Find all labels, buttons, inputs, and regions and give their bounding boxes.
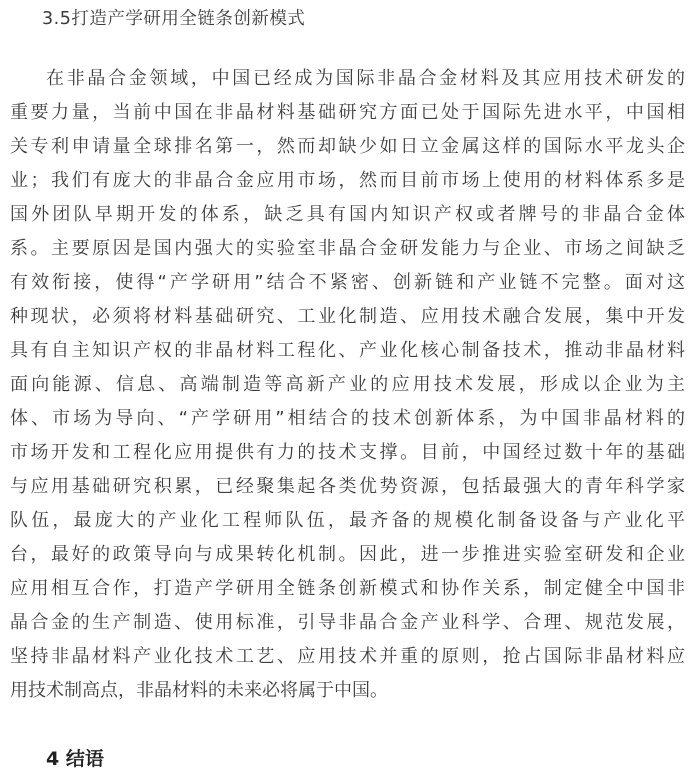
paragraph-line: 重要力量，当前中国在非晶材料基础研究方面已处于国际先进水平，中国相	[10, 102, 685, 123]
paragraph-line: 国外团队早期开发的体系，缺乏具有国内知识产权或者牌号的非晶合金体	[10, 204, 685, 225]
paragraph-line: 晶合金的生产制造、使用标准，引导非晶合金产业科学、合理、规范发展，	[10, 612, 685, 633]
paragraph-line: 队伍，最庞大的产业化工程师队伍，最齐备的规模化制备设备与产业化平	[10, 510, 685, 531]
paragraph-line: 有效衔接，使得“产学研用”结合不紧密、创新链和产业链不完整。面对这	[10, 272, 685, 293]
body-paragraph	[0, 62, 692, 708]
paragraph-line: 具有自主知识产权的非晶材料工程化、产业化核心制备技术，推动非晶材料	[10, 340, 685, 361]
paragraph-line: 坚持非晶材料产业化技术工艺、应用技术并重的原则，抢占国际非晶材料应	[10, 646, 685, 667]
paragraph-line: 与应用基础研究积累，已经聚集起各类优势资源，包括最强大的青年科学家	[10, 476, 685, 497]
paragraph-line: 面向能源、信息、高端制造等高新产业的应用技术发展，形成以企业为主	[10, 374, 685, 395]
paragraph-line: 关专利申请量全球排名第一，然而却缺少如日立金属这样的国际水平龙头企	[10, 136, 685, 157]
paragraph-line: 种现状，必须将材料基础研究、工业化制造、应用技术融合发展，集中开发	[10, 306, 685, 327]
section-heading: 4 结语	[46, 748, 104, 770]
paragraph-line: 用技术制高点，非晶材料的未来必将属于中国。	[10, 680, 388, 701]
paragraph-line: 在非晶合金领域，中国已经成为国际非晶合金材料及其应用技术研发的	[46, 68, 685, 89]
paragraph-line: 业；我们有庞大的非晶合金应用市场，然而目前市场上使用的材料体系多是	[10, 170, 685, 191]
paragraph-line: 台，最好的政策导向与成果转化机制。因此，进一步推进实验室研发和企业	[10, 544, 685, 565]
section-subheading: 3.5打造产学研用全链条创新模式	[42, 9, 306, 29]
paragraph-line: 体、市场为导向、“产学研用”相结合的技术创新体系，为中国非晶材料的	[10, 408, 685, 429]
paragraph-line: 市场开发和工程化应用提供有力的技术支撑。目前，中国经过数十年的基础	[10, 442, 685, 463]
paragraph-line: 系。主要原因是国内强大的实验室非晶合金研发能力与企业、市场之间缺乏	[10, 238, 685, 259]
paragraph-line: 应用相互合作，打造产学研用全链条创新模式和协作关系，制定健全中国非	[10, 578, 685, 599]
